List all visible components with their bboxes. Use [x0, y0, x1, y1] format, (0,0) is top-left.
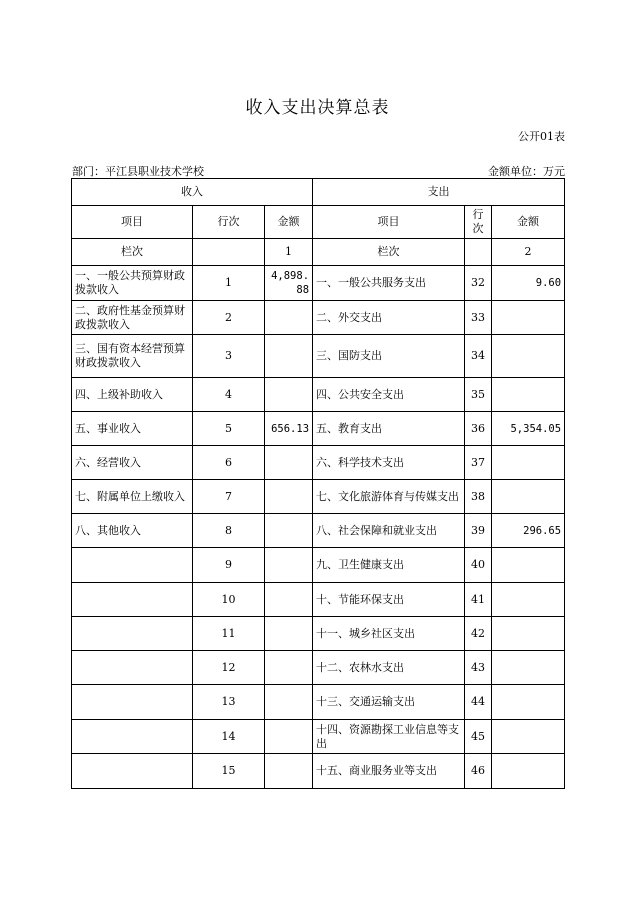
expense-row-number: 37	[465, 446, 492, 480]
expense-lanci-label: 栏次	[313, 239, 465, 266]
income-row-number: 7	[193, 480, 265, 514]
income-item	[72, 651, 193, 685]
expense-item: 十二、农林水支出	[313, 651, 465, 685]
income-amount	[265, 720, 313, 754]
income-item	[72, 548, 193, 583]
expense-row-number: 34	[465, 335, 492, 378]
expense-amount	[492, 754, 565, 789]
expense-item: 十一、城乡社区支出	[313, 617, 465, 651]
income-row-number: 2	[193, 301, 265, 335]
expense-row-number: 41	[465, 583, 492, 617]
expense-amount	[492, 720, 565, 754]
table-row	[72, 548, 565, 583]
table-row	[72, 301, 565, 335]
income-item	[72, 685, 193, 720]
income-row-number: 8	[193, 514, 265, 548]
income-row-number: 12	[193, 651, 265, 685]
income-item: 一、一般公共预算财政拨款收入	[72, 266, 193, 301]
expense-row-number: 46	[465, 754, 492, 789]
expense-amount	[492, 446, 565, 480]
table-row	[72, 378, 565, 412]
table-row	[72, 617, 565, 651]
income-item	[72, 583, 193, 617]
income-row-number: 3	[193, 335, 265, 378]
income-item: 八、其他收入	[72, 514, 193, 548]
income-amount	[265, 617, 313, 651]
expense-item-header: 项目	[313, 206, 465, 239]
expense-row-number: 38	[465, 480, 492, 514]
income-row-number: 1	[193, 266, 265, 301]
income-row-number: 15	[193, 754, 265, 789]
expense-amount	[492, 617, 565, 651]
expense-rowno-header: 行次	[465, 206, 492, 239]
income-amount	[265, 446, 313, 480]
expense-row-number: 40	[465, 548, 492, 583]
income-item: 七、附属单位上缴收入	[72, 480, 193, 514]
expense-column-number: 2	[492, 239, 565, 266]
income-amount	[265, 301, 313, 335]
expense-item: 五、教育支出	[313, 412, 465, 446]
income-row-number: 5	[193, 412, 265, 446]
income-row-number: 10	[193, 583, 265, 617]
expense-item: 三、国防支出	[313, 335, 465, 378]
income-amount: 656.13	[265, 412, 313, 446]
income-item	[72, 720, 193, 754]
expense-header: 支出	[313, 179, 565, 206]
expense-item: 十三、交通运输支出	[313, 685, 465, 720]
expense-row-number: 32	[465, 266, 492, 301]
income-item: 五、事业收入	[72, 412, 193, 446]
expense-item: 八、社会保障和就业支出	[313, 514, 465, 548]
income-amount	[265, 480, 313, 514]
income-expense-table	[71, 178, 565, 789]
income-row-number: 14	[193, 720, 265, 754]
income-rowno-header: 行次	[193, 206, 265, 239]
table-row	[72, 651, 565, 685]
income-row-number: 11	[193, 617, 265, 651]
table-row	[72, 480, 565, 514]
expense-amount: 9.60	[492, 266, 565, 301]
income-row-number: 4	[193, 378, 265, 412]
income-item: 二、政府性基金预算财政拨款收入	[72, 301, 193, 335]
income-item: 三、国有资本经营预算财政拨款收入	[72, 335, 193, 378]
table-row	[72, 412, 565, 446]
expense-item: 十、节能环保支出	[313, 583, 465, 617]
income-amount	[265, 548, 313, 583]
expense-row-number: 43	[465, 651, 492, 685]
table-row	[72, 720, 565, 754]
income-column-number: 1	[265, 239, 313, 266]
income-lanci-label: 栏次	[72, 239, 193, 266]
income-row-number: 13	[193, 685, 265, 720]
amount-unit-label: 金额单位：万元	[488, 165, 565, 178]
income-item	[72, 617, 193, 651]
table-row	[72, 754, 565, 789]
income-amount	[265, 754, 313, 789]
table-row	[72, 446, 565, 480]
expense-amount	[492, 480, 565, 514]
expense-amount	[492, 685, 565, 720]
table-row	[72, 514, 565, 548]
expense-row-number: 35	[465, 378, 492, 412]
expense-item: 二、外交支出	[313, 301, 465, 335]
expense-row-number: 39	[465, 514, 492, 548]
expense-item: 十四、资源勘探工业信息等支出	[313, 720, 465, 754]
table-row	[72, 266, 565, 301]
expense-row-number: 44	[465, 685, 492, 720]
expense-item: 七、文化旅游体育与传媒支出	[313, 480, 465, 514]
expense-row-number: 33	[465, 301, 492, 335]
table-row	[72, 583, 565, 617]
income-header: 收入	[72, 179, 313, 206]
table-row	[72, 685, 565, 720]
income-row-number: 9	[193, 548, 265, 583]
expense-item: 六、科学技术支出	[313, 446, 465, 480]
income-item-header: 项目	[72, 206, 193, 239]
page-title: 收入支出决算总表	[245, 98, 390, 118]
expense-item: 十五、商业服务业等支出	[313, 754, 465, 789]
expense-amount	[492, 548, 565, 583]
expense-item: 四、公共安全支出	[313, 378, 465, 412]
expense-amount: 5,354.05	[492, 412, 565, 446]
income-amount	[265, 583, 313, 617]
income-item: 四、上级补助收入	[72, 378, 193, 412]
income-amount-header: 金额	[265, 206, 313, 239]
expense-row-number: 36	[465, 412, 492, 446]
expense-amount-header: 金额	[492, 206, 565, 239]
income-amount	[265, 378, 313, 412]
income-amount	[265, 685, 313, 720]
form-number: 公开01表	[518, 130, 565, 143]
expense-row-number: 45	[465, 720, 492, 754]
expense-item: 一、一般公共服务支出	[313, 266, 465, 301]
expense-amount: 296.65	[492, 514, 565, 548]
expense-item: 九、卫生健康支出	[313, 548, 465, 583]
income-item: 六、经营收入	[72, 446, 193, 480]
expense-amount	[492, 583, 565, 617]
income-amount	[265, 514, 313, 548]
expense-amount	[492, 378, 565, 412]
expense-row-number: 42	[465, 617, 492, 651]
income-item	[72, 754, 193, 789]
expense-amount	[492, 651, 565, 685]
department-label: 部门：平江县职业技术学校	[72, 165, 204, 178]
expense-amount	[492, 301, 565, 335]
income-amount: 4,898.88	[265, 266, 313, 301]
income-row-number: 6	[193, 446, 265, 480]
expense-amount	[492, 335, 565, 378]
table-row	[72, 335, 565, 378]
income-amount	[265, 651, 313, 685]
income-amount	[265, 335, 313, 378]
